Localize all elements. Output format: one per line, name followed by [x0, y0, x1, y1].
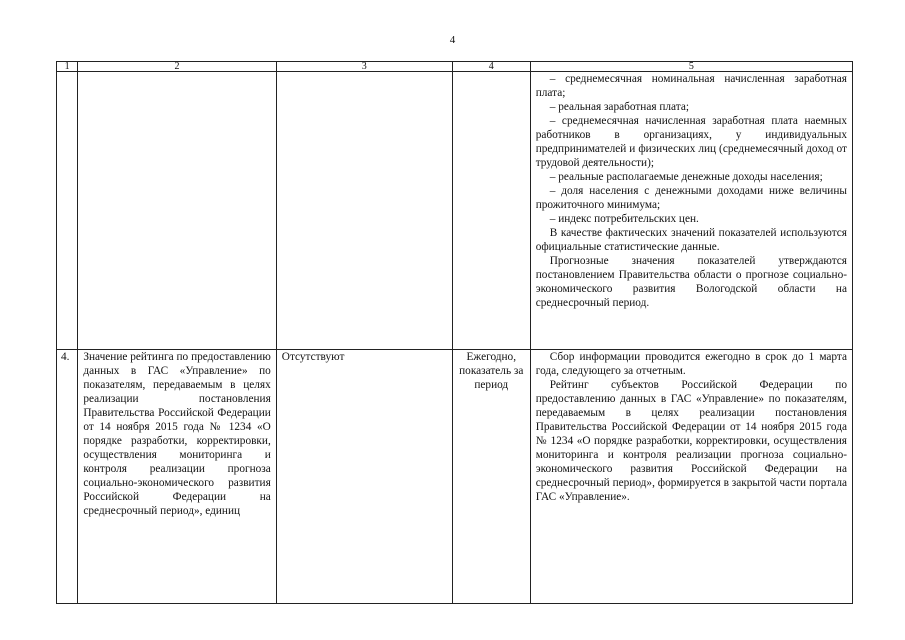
paragraph: Прогнозные значения показателей утверждаются постановлением Правительства области о прогнозе социально-экономического развития Вологодской области на среднесрочный период. [535, 255, 847, 309]
list-item: – среднемесячная номинальная начисленная заработная плата; [535, 73, 847, 99]
header-cell-2: 2 [78, 62, 276, 72]
cell-empty-periodicity [452, 72, 530, 350]
list-item: – доля населения с денежными доходами ниже величины прожиточного минимума; [535, 185, 847, 211]
header-cell-3: 3 [276, 62, 452, 72]
paragraph: Сбор информации проводится ежегодно в срок до 1 марта года, следующего за отчетным. [535, 351, 847, 377]
list-item: – индекс потребительских цен. [549, 213, 699, 225]
row-number: 4. [57, 350, 78, 604]
cell-empty-indicator [78, 72, 276, 350]
list-item: – реальная заработная плата; [549, 101, 690, 113]
cell-methodology-continued [530, 72, 852, 350]
table-row-4 [57, 350, 853, 604]
list-item: – реальные располагаемые денежные доходы населения; [549, 171, 823, 183]
cell-empty-number [57, 72, 78, 350]
header-row [57, 62, 853, 72]
paragraph: Рейтинг субъектов Российской Федерации по предоставлению данных в ГАС «Управление» по показателям, передаваемым в целях реализации постановления Правительства Российской Федерации от 14 ноября 2015 года № 1234 «О порядке разработки, корректировки, осуществления мониторинга и контроля реализации прогноза социально-экономического развития Российской Федерации на среднесрочный период», формируется в закрытой части портала ГАС «Управление». [535, 379, 847, 503]
header-cell-5: 5 [530, 62, 852, 72]
paragraph: В качестве фактических значений показателей используются официальные статистические данные. [535, 227, 847, 253]
header-cell-4: 4 [452, 62, 530, 72]
indicators-table [56, 61, 853, 604]
header-cell-1: 1 [57, 62, 78, 72]
cell-col3: Отсутствуют [276, 350, 452, 604]
table-row-continued [57, 72, 853, 350]
periodicity: Ежегодно, показатель за период [452, 350, 530, 604]
cell-empty-col3 [276, 72, 452, 350]
cell-methodology [530, 350, 852, 604]
indicator-name: Значение рейтинга по предоставлению данных в ГАС «Управление» по показателям, передаваемым в целях реализации постановления Правительства Российской Федерации от 14 ноября 2015 года № 1234 «О порядке разработки, корректировки, осуществления мониторинга и контроля реализации прогноза социально-экономического развития Российской Федерации на среднесрочный период», единиц [78, 350, 276, 604]
page-number: 4 [449, 34, 456, 46]
list-item: – среднемесячная начисленная заработная плата наемных работников в организациях, у индивидуальных предпринимателей и физических лиц (среднемесячный доход от трудовой деятельности); [535, 115, 847, 169]
